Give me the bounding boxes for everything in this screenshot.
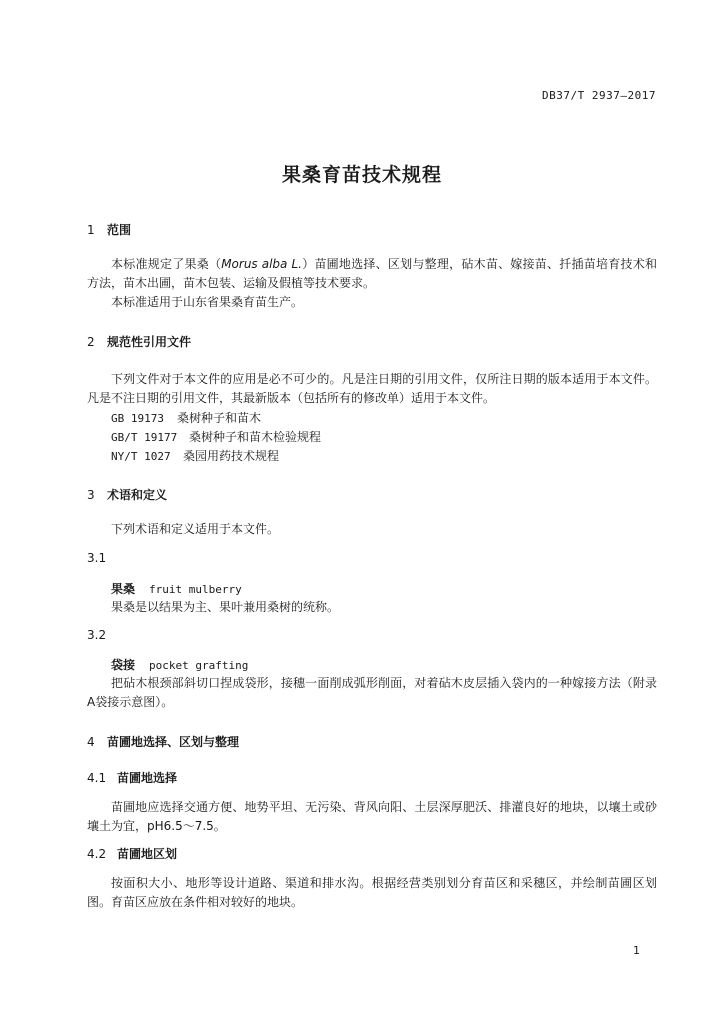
reference-title: 桑园用药技术规程 <box>183 449 280 463</box>
section-title: 范围 <box>107 223 132 237</box>
term-definition: 果桑是以结果为主、果叶兼用桑树的统称。 <box>111 600 340 614</box>
section-3-paragraph-1: 下列术语和定义适用于本文件。 <box>111 522 280 536</box>
section-2-heading <box>87 333 191 350</box>
reference-code: NY/T 1027 <box>111 450 171 463</box>
text-run: 本标准规定了果桑（ <box>111 257 222 271</box>
document-title: 果桑育苗技术规程 <box>281 164 442 186</box>
term-en: fruit mulberry <box>149 583 242 596</box>
term-entry <box>111 580 242 597</box>
page-number: 1 <box>633 944 640 957</box>
subsection-4-1-heading <box>87 769 177 786</box>
term-en: pocket grafting <box>149 659 249 672</box>
section-4-heading <box>87 733 239 750</box>
section-1-paragraph-1 <box>87 255 657 293</box>
reference-code: GB 19173 <box>111 412 164 425</box>
subsection-title: 苗圃地区划 <box>117 847 178 861</box>
section-title: 苗圃地选择、区划与整理 <box>107 735 240 749</box>
subsection-4-1-paragraph: 苗圃地应选择交通方便、地势平坦、无污染、背风向阳、土层深厚肥沃、排灌良好的地块，以壤土或砂壤土为宜，pH6.5～7.5。 <box>87 800 657 833</box>
section-title: 规范性引用文件 <box>107 335 192 349</box>
reference-item <box>111 409 261 426</box>
latin-name: Morus alba L. <box>221 257 302 271</box>
reference-title: 桑树种子和苗木 <box>177 411 262 425</box>
section-title: 术语和定义 <box>107 488 168 502</box>
section-number: 3 <box>87 488 95 502</box>
subsection-4-2-paragraph: 按面积大小、地形等设计道路、渠道和排水沟。根据经营类别划分育苗区和采穗区，并绘制苗圃区划图。育苗区应放在条件相对较好的地块。 <box>87 876 657 909</box>
term-definition: 把砧木根颈部斜切口捏成袋形，接穗一面削成弧形削面，对着砧木皮层插入袋内的一种嫁接方法（附录A袋接示意图）。 <box>87 676 657 709</box>
term-number: 3.1 <box>87 551 107 565</box>
subsection-title: 苗圃地选择 <box>117 771 178 785</box>
text-run: ）苗圃地选择、区划与整理，砧木苗、嫁接苗、扦插苗培育技术和方法，苗木出圃，苗木包装、运输及假植等技术要求。 <box>87 257 657 290</box>
reference-item <box>111 428 321 445</box>
section-1-heading <box>87 221 131 238</box>
reference-code: GB/T 19177 <box>111 431 178 444</box>
reference-title: 桑树种子和苗木检验规程 <box>189 430 322 444</box>
subsection-number: 4.1 <box>87 771 107 785</box>
term-number: 3.2 <box>87 628 107 642</box>
section-number: 4 <box>87 735 95 749</box>
term-entry <box>111 656 248 673</box>
section-1-paragraph-2: 本标准适用于山东省果桑育苗生产。 <box>111 295 304 309</box>
subsection-number: 4.2 <box>87 847 107 861</box>
section-number: 2 <box>87 335 95 349</box>
term-zh: 袋接 <box>111 658 136 672</box>
section-number: 1 <box>87 223 95 237</box>
section-2-paragraph-1: 下列文件对于本文件的应用是必不可少的。凡是注日期的引用文件，仅所注日期的版本适用于本文件。凡是不注日期的引用文件，其最新版本（包括所有的修改单）适用于本文件。 <box>87 372 657 405</box>
document-code: DB37/T 2937—2017 <box>542 89 656 102</box>
term-zh: 果桑 <box>111 582 136 596</box>
reference-item <box>111 447 279 464</box>
section-3-heading <box>87 486 167 503</box>
subsection-4-2-heading <box>87 845 177 862</box>
